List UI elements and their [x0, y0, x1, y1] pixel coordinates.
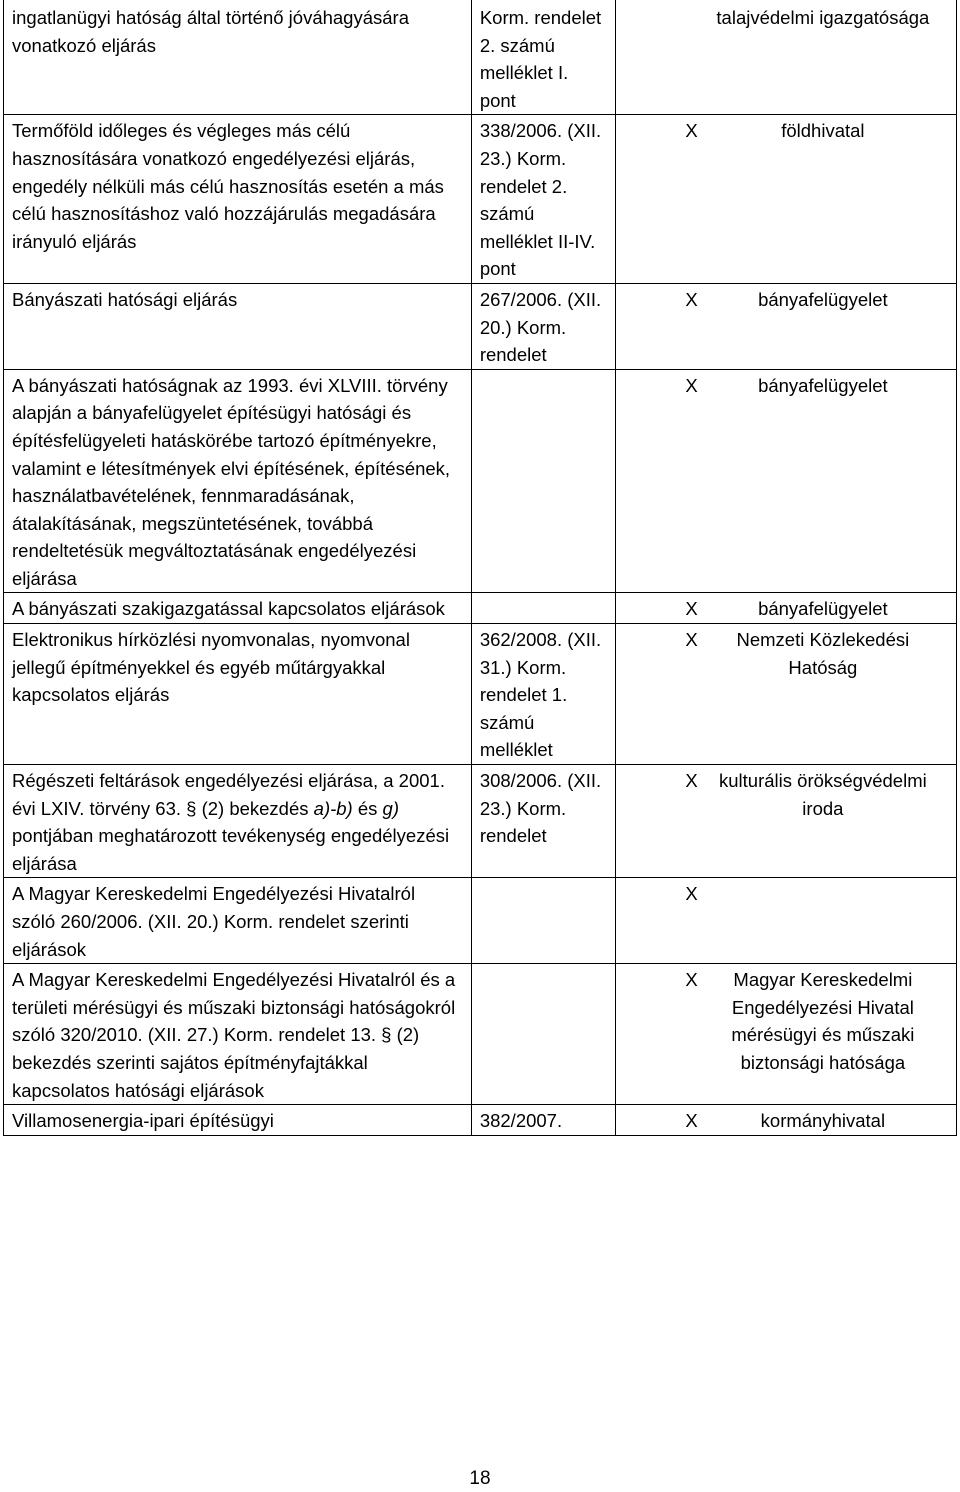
table-row [4, 369, 957, 593]
law-cell: 308/2006. (XII. 23.) Korm. rendelet [471, 765, 615, 878]
law-cell: 267/2006. (XII. 20.) Korm. rendelet [471, 283, 615, 369]
procedure-cell: ingatlanügyi hatóság által történő jóváhagyására vonatkozó eljárás [4, 0, 472, 115]
x-mark: X [685, 770, 698, 792]
x-mark: X [685, 374, 698, 396]
authority-cell [615, 115, 956, 284]
table-row [4, 765, 957, 878]
procedure-cell: A Magyar Kereskedelmi Engedélyezési Hivatalról és a területi mérésügyi és műszaki biztonsági hatóságokról szóló 320/2010. (XII. 27.) Korm. rendelet 13. § (2) bekezdés szerinti sajátos építményfajtákkal kapcsolatos hatósági eljárások [4, 964, 472, 1105]
law-cell: Korm. rendelet 2. számú melléklet I. pont [471, 0, 615, 115]
table-row [4, 0, 957, 115]
table-row [4, 964, 957, 1105]
procedure-cell: Elektronikus hírközlési nyomvonalas, nyomvonal jellegű építményekkel és egyéb műtárgyakkal kapcsolatos eljárás [4, 624, 472, 765]
x-mark: X [685, 120, 698, 142]
x-mark: X [685, 883, 698, 905]
procedure-cell: A Magyar Kereskedelmi Engedélyezési Hivatalról szóló 260/2006. (XII. 20.) Korm. rendelet szerinti eljárások [4, 878, 472, 964]
authority-cell [615, 624, 956, 765]
authority-name: kulturális örökségvédelmi iroda [719, 770, 927, 819]
authority-cell [615, 878, 956, 964]
authority-name: kormányhivatal [760, 1110, 886, 1132]
law-cell [471, 369, 615, 593]
table-row [4, 115, 957, 284]
table-row [4, 283, 957, 369]
x-mark: X [685, 969, 698, 991]
authority-name: földhivatal [781, 120, 865, 142]
page-number: 18 [469, 1468, 491, 1489]
authority-cell [615, 1105, 956, 1136]
law-cell [471, 964, 615, 1105]
authority-name: bányafelügyelet [758, 598, 888, 620]
procedure-cell: Bányászati hatósági eljárás [4, 283, 472, 369]
procedure-cell: Villamosenergia-ipari építésügyi [4, 1105, 472, 1136]
authority-cell [615, 964, 956, 1105]
table-row [4, 624, 957, 765]
procedure-cell: Termőföld időleges és végleges más célú hasznosítására vonatkozó engedélyezési eljárás, engedély nélküli más célú hasznosítás esetén a más célú hasznosításhoz való hozzájárulás megadására irányuló eljárás [4, 115, 472, 284]
authority-name: bányafelügyelet [758, 288, 888, 310]
x-mark: X [685, 288, 698, 310]
authority-cell [615, 283, 956, 369]
table-row [4, 1105, 957, 1136]
procedure-cell: Régészeti feltárások engedélyezési eljárása, a 2001. évi LXIV. törvény 63. § (2) bekezdés a)-b) és g) pontjában meghatározott tevékenység engedélyezési eljárása [4, 765, 472, 878]
authority-cell [615, 765, 956, 878]
table-row [4, 878, 957, 964]
x-mark: X [685, 1110, 698, 1132]
authority-cell [615, 0, 956, 115]
authority-cell [615, 369, 956, 593]
law-cell [471, 878, 615, 964]
authority-cell [615, 593, 956, 624]
law-cell: 338/2006. (XII. 23.) Korm. rendelet 2. számú melléklet II-IV. pont [471, 115, 615, 284]
authority-name: bányafelügyelet [758, 374, 888, 396]
law-cell: 382/2007. [471, 1105, 615, 1136]
authority-name: Magyar Kereskedelmi Engedélyezési Hivatal mérésügyi és műszaki biztonsági hatósága [731, 969, 915, 1073]
law-cell: 362/2008. (XII. 31.) Korm. rendelet 1. számú melléklet [471, 624, 615, 765]
procedure-cell: A bányászati szakigazgatással kapcsolatos eljárások [4, 593, 472, 624]
x-mark: X [685, 598, 698, 620]
authority-name: talajvédelmi igazgatósága [716, 7, 930, 28]
x-mark: X [685, 629, 698, 651]
table-row [4, 593, 957, 624]
procedures-table [3, 0, 957, 1136]
law-cell [471, 593, 615, 624]
procedure-cell: A bányászati hatóságnak az 1993. évi XLVIII. törvény alapján a bányafelügyelet építésügyi hatósági és építésfelügyeleti hatáskörébe tartozó építményekre, valamint e létesítmények elvi építésének, építésének, használatbavételének, fennmaradásának, átalakításának, megszüntetésének, továbbá rendeltetésük megváltoztatásának engedélyezési eljárása [4, 369, 472, 593]
authority-name: Nemzeti Közlekedési Hatóság [736, 629, 910, 678]
